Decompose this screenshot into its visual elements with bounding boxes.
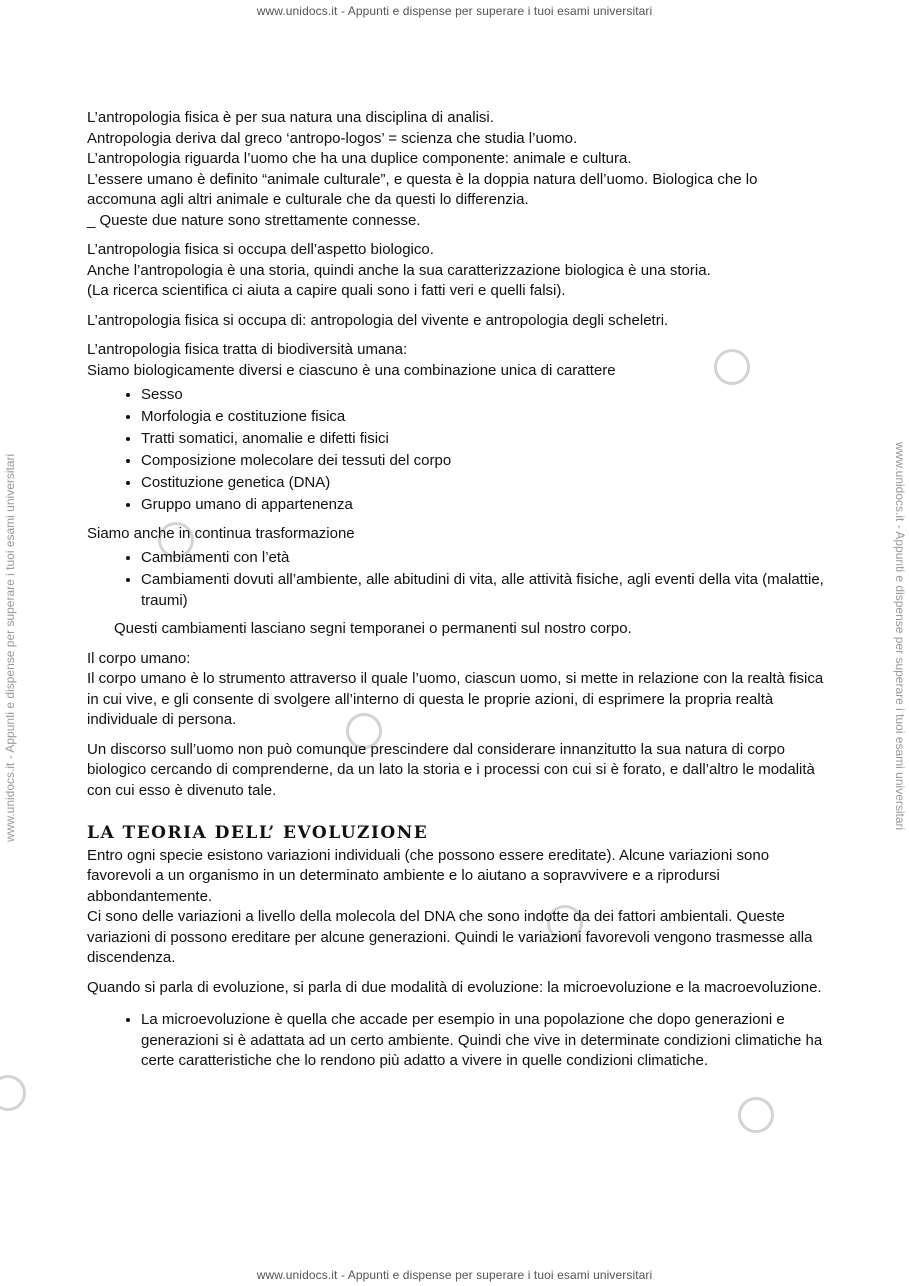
discourse-paragraph: Un discorso sull’uomo non può comunque prescindere dal considerare innanzitutto la sua natura di corpo biologico cercando di comprenderne, da un lato la storia e i processi con cui si è forato, e dall’altro le modalità con cui esso è divenuto tale. <box>87 740 815 799</box>
text-line: Siamo biologicamente diversi e ciascuno è una combinazione unica di carattere <box>87 361 616 379</box>
evolution-modes-paragraph: Quando si parla di evoluzione, si parla di due modalità di evoluzione: la microevoluzione e la macroevoluzione. <box>87 978 822 996</box>
watermark-right: www.unidocs.it - Appunti e dispense per superare i tuoi esami universitari <box>893 442 907 831</box>
list-item: • La microevoluzione è quella che accade per esempio in una popolazione che dopo generazioni e generazioni si è adattata ad un certo ambiente. Quindi che vive in determinate condizioni climatiche ha certe caratteristiche che lo rendono più adatto a vivere in quelle condizioni climatiche. <box>141 1010 827 1072</box>
watermark-top: www.unidocs.it - Appunti e dispense per superare i tuoi esami universitari <box>256 4 653 18</box>
changes-note: Questi cambiamenti lasciano segni temporanei o permanenti sul nostro corpo. <box>114 620 632 637</box>
watermark-left: www.unidocs.it - Appunti e dispense per superare i tuoi esami universitari <box>3 453 17 842</box>
text-line: Ci sono delle variazioni a livello della molecola del DNA che sono indotte da dei fattori ambientali. Queste variazioni di possono ereditare per alcune generazioni. Quindi le variazioni favorevoli vengono trasmesse alla discendenza. <box>87 908 813 966</box>
unidocs-logo-icon <box>0 1075 26 1111</box>
changes-list <box>87 548 827 611</box>
text-line: L’antropologia fisica si occupa dell’aspetto biologico. <box>87 241 434 258</box>
evolution-paragraph <box>87 846 827 969</box>
human-body-paragraph <box>87 649 827 731</box>
scope-paragraph: L’antropologia fisica si occupa di: antropologia del vivente e antropologia degli scheletri. <box>87 311 669 329</box>
watermark-bottom: www.unidocs.it - Appunti e dispense per superare i tuoi esami universitari <box>256 1268 653 1282</box>
text-line: (La ricerca scientifica ci aiuta a capire quali sono i fatti veri e quelli falsi). <box>87 282 566 299</box>
text-line: Antropologia deriva dal greco ‘antropo-logos’ = scienza che studia l’uomo. <box>87 129 578 147</box>
biodiversity-paragraph <box>87 340 827 381</box>
list-item: • Sesso <box>141 385 827 406</box>
unidocs-logo-icon <box>738 1097 774 1133</box>
text-line: L’antropologia riguarda l’uomo che ha una duplice componente: animale e cultura. <box>87 150 632 167</box>
biology-paragraph <box>87 240 827 302</box>
traits-list <box>87 385 827 516</box>
text-line: _ Queste due nature sono strettamente connesse. <box>87 211 421 229</box>
intro-paragraph <box>87 108 827 231</box>
section-heading: LA TEORIA DELL’ EVOLUZIONE <box>87 823 429 843</box>
text-line: L’essere umano è definito “animale culturale”, e questa è la doppia natura dell’uomo. Biologica che lo accomuna agli altri animale e culturale che da questi lo differenzia. <box>87 170 758 208</box>
text-line: Entro ogni specie esistono variazioni individuali (che possono essere ereditate). Alcune variazioni sono favorevoli a un organismo in un determinato ambiente e lo aiutano a sopravvivere e a riprodursi abbondantemente. <box>87 846 770 905</box>
text-line: Il corpo umano è lo strumento attraverso il quale l’uomo, ciascun uomo, si mette in relazione con la realtà fisica in cui vive, e gli consente di svolgere all’interno di questa le proprie azioni, di esprimere la propria realtà individuale di persona. <box>87 670 824 728</box>
text-line: L’antropologia fisica tratta di biodiversità umana: <box>87 341 408 358</box>
document-body <box>87 108 827 1080</box>
text-line: Il corpo umano: <box>87 649 191 667</box>
microevolution-list <box>87 1010 827 1072</box>
list-item: • Tratti somatici, anomalie e difetti fisici <box>141 429 827 450</box>
list-item: • Morfologia e costituzione fisica <box>141 407 827 428</box>
list-item: • Composizione molecolare dei tessuti del corpo <box>141 451 827 472</box>
transformation-paragraph: Siamo anche in continua trasformazione <box>87 524 355 542</box>
list-item: • Costituzione genetica (DNA) <box>141 473 827 494</box>
text-line: L’antropologia fisica è per sua natura una disciplina di analisi. <box>87 109 494 126</box>
list-item: • Cambiamenti con l’età <box>141 548 827 569</box>
list-item: • Gruppo umano di appartenenza <box>141 495 827 516</box>
list-item: • Cambiamenti dovuti all’ambiente, alle abitudini di vita, alle attività fisiche, agli eventi della vita (malattie, traumi) <box>141 570 827 611</box>
text-line: Anche l’antropologia è una storia, quindi anche la sua caratterizzazione biologica è una storia. <box>87 261 711 279</box>
